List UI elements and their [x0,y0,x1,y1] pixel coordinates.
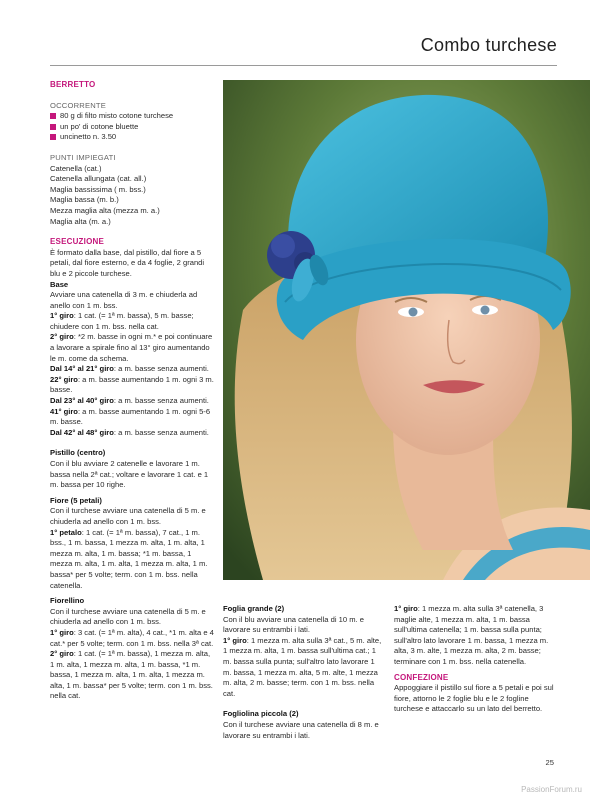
instruction-row: 1° giro: 1 mezza m. alta sulla 3ª cat., 5 m. alte, 1 mezza m. alta, 1 m. bassa sull'ultima cat.; 1 m. bassa sulla punta; sull'altro lato lavorare 1 m. bassa, 1 mezza m. alta, 5 m. alte, 1 mezza m. alta, 2 m. basse; term. con 1 m. bss. nella cat. [223,635,382,698]
instruction-row: 22° giro: a m. basse aumentando 1 m. ogni 3 m. basse. [50,374,214,395]
material-item: 80 g di filto misto cotone turchese [50,111,215,122]
stitch-item: Maglia alta (m. a.) [50,216,111,226]
photo-illustration [223,80,590,580]
stitches-label: PUNTI IMPIEGATI [50,152,116,162]
bottom-right-column [394,604,554,715]
fiore-title: Fiore (5 petali) [50,495,102,505]
instruction-row: 2° giro: 1 cat. (= 1ª m. bassa), 1 mezza m. alta, 1 m. alta, 1 mezza m. alta, 1 m. bassa, *1 m. bassa, 1 mezza m. alta, 1 m. alta, 1 mezza m. alta, 1 m. bassa* per 5 volte; term. con 1 m. bss. nella cat. [50,649,213,701]
bullet-square-icon [50,124,56,130]
instruction-row: Dal 42° al 48° giro: a m. basse senza aumenti. [50,427,209,437]
page-number: 25 [545,758,554,767]
title-divider [50,65,557,66]
exec-intro: È formato dalla base, dal pistillo, dal fiore a 5 petali, dal fiore esterno, e da 4 foglie, 2 grandi blu e 2 piccole turchese. [50,247,205,278]
material-item: uncinetto n. 3.50 [50,132,215,143]
pistillo-text: Con il blu avviare 2 catenelle e lavorare 1 m. bassa nella 2ª cat.; voltare e lavorare 1 cat. e 1 m. bassa per 10 righe. [50,459,209,490]
instruction-row: 1° giro: 1 cat. (= 1ª m. bassa), 5 m. basse; chiudere con 1 m. bss. nella cat. [50,311,194,331]
material-item: un po' di cotone bluette [50,122,215,133]
instruction-row: 1° petalo: 1 cat. (= 1ª m. bassa), 7 cat., 1 m. bss., 1 m. bassa, 1 mezza m. alta, 1 m. alta, 1 mezza m. alta, 1 m. bassa; *1 m. bassa, 1 mezza m. alta, 1 m. alta, 1 mezza m. alta, 1 m. bassa* per 5 volte; term. con 1 m. bss. nella catenella. [50,527,208,590]
fogliolina-text: Con il turchese avviare una catenella di 8 m. e lavorare su entrambi i lati. [223,719,379,740]
stitch-item: Catenella (cat.) [50,163,102,173]
materials-label: OCCORRENTE [50,100,107,110]
confezione-title: CONFEZIONE [394,672,449,682]
stitch-item: Maglia bassa (m. b.) [50,195,119,205]
bullet-square-icon [50,134,56,140]
stitch-item: Mezza maglia alta (mezza m. a.) [50,205,160,215]
fiorellino-title: Fiorellino [50,596,85,606]
instruction-row: 1° giro: 3 cat. (= 1ª m. alta), 4 cat., *1 m. alta e 4 cat.* per 5 volte; term. con 1 m. bss. nella 3ª cat. [50,627,214,648]
instruction-row: Dal 14° al 21° giro: a m. basse senza aumenti. [50,364,209,374]
bottom-middle-column [223,604,383,741]
instruction-row: 1° giro: 1 mezza m. alta sulla 3ª catenella, 3 maglie alte, 1 mezza m. alta, 1 m. bassa sull'ultima catenella; 1 m. bassa sulla punta; sull'altro lato lavorare 1 m. bassa, 1 mezza m. alta, 3 m. alte, 1 mezza m. alta, 2 m. basse; terminare con 1 m. bss. nella catenella. [394,604,549,666]
exec-title: ESECUZIONE [50,237,105,247]
base-intro: Avviare una catenella di 3 m. e chiuderla ad anello con 1 m. bss. [50,290,198,310]
instruction-row: Dal 23° al 40° giro: a m. basse senza aumenti. [50,396,209,406]
fogliolina-title: Fogliolina piccola (2) [223,709,299,719]
page-title: Combo turchese [420,35,557,55]
left-column [50,80,215,702]
stitch-item: Catenella allungata (cat. all.) [50,174,147,184]
pistillo-title: Pistillo (centro) [50,448,106,458]
watermark: PassionForum.ru [521,785,582,794]
fiore-intro: Con il turchese avviare una catenella di 5 m. e chiuderla ad anello con 1 m. bss. [50,506,206,526]
base-title: Base [50,279,69,289]
bullet-square-icon [50,113,56,119]
page-header [0,0,590,66]
model-photo [223,80,590,580]
confezione-text: Appoggiare il pistillo sul fiore a 5 petali e poi sul fiore, attorno le 2 foglie blu e le 2 fogline turchese e attaccarlo su un lato del berretto. [394,683,554,714]
foglia-intro: Con il blu avviare una catenella di 10 m. e lavorare su entrambi i lati. [223,614,364,635]
fiorellino-intro: Con il turchese avviare una catenella di 5 m. e chiuderla ad anello con 1 m. bss. [50,606,206,627]
instruction-row: 2° giro: *2 m. basse in ogni m.* e poi continuare a lavorare a spirale fino al 13° giro aumentando le m. come da schema. [50,332,213,363]
foglia-title: Foglia grande (2) [223,604,285,613]
instruction-row: 41° giro: a m. basse aumentando 1 m. ogni 5-6 m. basse. [50,406,211,427]
stitch-item: Maglia bassissima ( m. bss.) [50,184,146,194]
section-title: BERRETTO [50,80,96,89]
